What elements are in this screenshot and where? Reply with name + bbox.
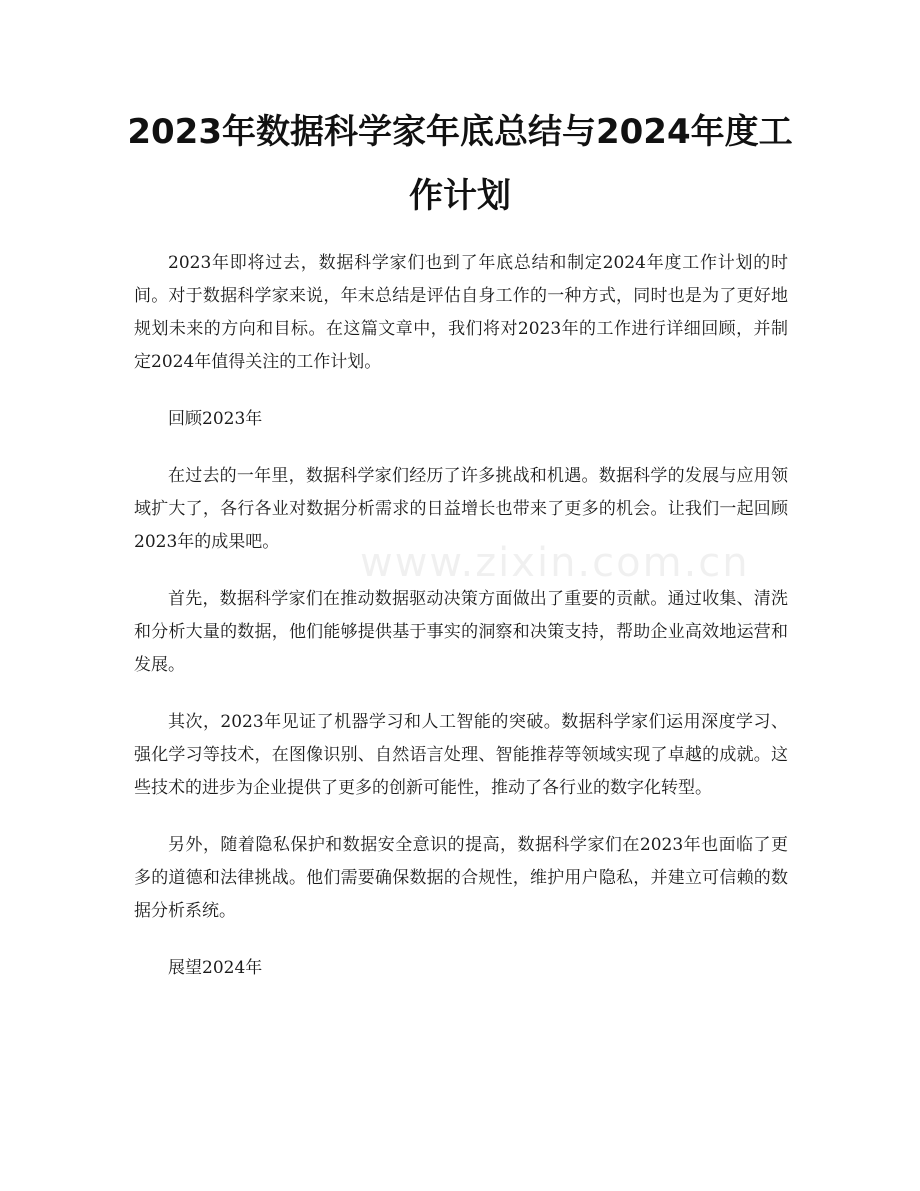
paragraph-data-driven-decisions: 首先，数据科学家们在推动数据驱动决策方面做出了重要的贡献。通过收集、清洗和分析大量的数据，他们能够提供基于事实的洞察和决策支持，帮助企业高效地运营和发展。 bbox=[134, 589, 788, 675]
paragraph-review-overview: 在过去的一年里，数据科学家们经历了许多挑战和机遇。数据科学的发展与应用领域扩大了，各行各业对数据分析需求的日益增长也带来了更多的机会。让我们一起回顾2023年的成果吧。 bbox=[134, 466, 788, 552]
section-heading-review-2023: 回顾2023年 bbox=[168, 409, 263, 429]
paragraph-intro: 2023年即将过去，数据科学家们也到了年底总结和制定2024年度工作计划的时间。对于数据科学家来说，年末总结是评估自身工作的一种方式，同时也是为了更好地规划未来的方向和目标。在这篇文章中，我们将对2023年的工作进行详细回顾，并制定2024年值得关注的工作计划。 bbox=[134, 253, 788, 372]
document-title: 2023年数据科学家年底总结与2024年度工作计划 bbox=[127, 112, 793, 216]
watermark: www.zixin.com.cn bbox=[360, 540, 750, 586]
section-heading-outlook-2024: 展望2024年 bbox=[168, 958, 263, 978]
paragraph-privacy-challenges: 另外，随着隐私保护和数据安全意识的提高，数据科学家们在2023年也面临了更多的道德和法律挑战。他们需要确保数据的合规性，维护用户隐私，并建立可信赖的数据分析系统。 bbox=[134, 835, 788, 921]
paragraph-ml-ai-breakthroughs: 其次，2023年见证了机器学习和人工智能的突破。数据科学家们运用深度学习、强化学习等技术，在图像识别、自然语言处理、智能推荐等领域实现了卓越的成就。这些技术的进步为企业提供了更多的创新可能性，推动了各行业的数字化转型。 bbox=[134, 712, 788, 798]
document-body bbox=[134, 247, 788, 1009]
